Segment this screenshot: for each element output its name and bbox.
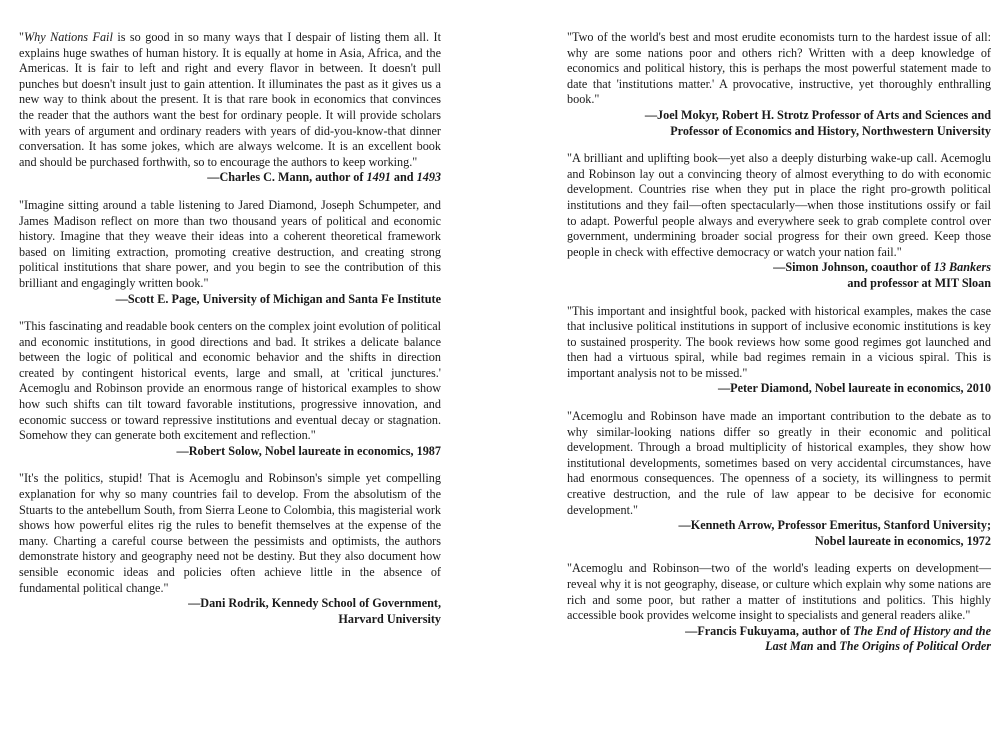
blurb-attribution: —Charles C. Mann, author of 1491 and 1493 (207, 170, 441, 185)
blurb-mann (19, 30, 441, 186)
blurb-rodrik (19, 471, 441, 627)
blurb-quote: "Imagine sitting around a table listening to Jared Diamond, Joseph Schumpeter, and James Madison reflect on more than two thousand years of political and economic history. Imagine that they weave their ideas into a coherent theoretical framework based on limiting extraction, promoting creative destruction, and creating strong political institutions that share power, and you begin to see the contribution of this brilliant and engagingly written book." (19, 197, 441, 290)
blurb-quote: "Why Nations Fail is so good in so many ways that I despair of listing them all. It explains huge swathes of human history. It is equally at home in Asia, Africa, and the Americas. It is fair to left and right and every flavor in between. It doesn't pull punches but doesn't insult just to gain attention. It illuminates the past as it gives us a new way to think about the present. It is that rare book in economics that convinces the reader that the authors want the best for ordinary people. It will provide scholars with years of argument and ordinary readers with years of did-you-know-that dinner conversation. It has some jokes, which are always welcome. It is an excellent book and should be purchased forthwith, so to encourage the authors to keep working." (19, 30, 441, 169)
blurb-quote: "Acemoglu and Robinson have made an important contribution to the debate as to why similar-looking nations differ so greatly in their economic and political development. Through a broad multiplicity of historical examples, they show how institutional developments, sometimes based on very accidental circumstances, have had enormous consequences. The openness of a society, its willingness to permit creative destruction, and the rule of law appear to be decisive for economic development." (567, 409, 991, 517)
blurb-johnson (567, 151, 991, 291)
blurb-solow (19, 319, 441, 459)
blurb-attribution: —Simon Johnson, coauthor of 13 Bankers and professor at MIT Sloan (773, 260, 991, 290)
blurb-quote: "This fascinating and readable book centers on the complex joint evolution of political and economic institutions, in good directions and bad. It strikes a delicate balance between the logic of political and economic behavior and the shifts in direction created by contingent historical events, large and small, at 'critical junctures.' Acemoglu and Robinson provide an enormous range of historical examples to show how such shifts can tilt toward favorable institutions, progressive innovation, and economic success or toward repressive institutions and eventual decay or stagnation. Somehow they can generate both excitement and reflection." (19, 319, 441, 443)
book-title: 1493 (416, 170, 441, 185)
right-column (567, 30, 991, 667)
blurb-attribution: —Scott E. Page, University of Michigan and Santa Fe Institute (115, 291, 441, 306)
blurb-quote: "It's the politics, stupid! That is Acemoglu and Robinson's simple yet compelling explanation for why so many countries fail to develop. From the absolutism of the Stuarts to the antebellum South, from Sierra Leone to Colombia, this magisterial work shows how powerful elites rig the rules to benefit themselves at the expense of the many. Charting a careful course between the pessimists and optimists, the authors demonstrate history and geography need not be destiny. But they also document how sensible economic ideas and policies often achieve little in the absence of fundamental political change." (19, 471, 441, 595)
left-column (19, 30, 441, 639)
blurb-attribution: —Dani Rodrik, Kennedy School of Government, Harvard University (188, 596, 441, 626)
book-title: 1491 (366, 170, 391, 185)
blurb-mokyr (567, 30, 991, 139)
blurb-fukuyama (567, 561, 991, 655)
blurb-diamond (567, 304, 991, 398)
blurb-quote: "This important and insightful book, packed with historical examples, makes the case that inclusive political institutions in support of inclusive economic institutions is key to sustained prosperity. The book reviews how some good regimes got launched and then had a virtuous spiral, while bad regimes remain in a vicious spiral. This is important analysis not to be missed." (567, 303, 991, 380)
blurb-quote: "Acemoglu and Robinson—two of the world's leading experts on development—reveal why it is not geography, disease, or culture which explain why some nations are rich and some poor, but rather a matter of institutions and politics. This highly accessible book provides welcome insight to specialists and general readers alike." (567, 561, 991, 623)
book-title: The Origins of Political Order (839, 639, 991, 654)
book-title: Last Man (765, 639, 814, 654)
blurb-attribution: —Kenneth Arrow, Professor Emeritus, Stanford University; Nobel laureate in economics, 1972 (678, 518, 991, 548)
blurb-attribution: —Peter Diamond, Nobel laureate in economics, 2010 (717, 381, 991, 396)
blurb-page (19, 198, 441, 307)
book-title: The End of History and the (853, 623, 991, 638)
blurb-quote: "A brilliant and uplifting book—yet also a deeply disturbing wake-up call. Acemoglu and Robinson lay out a convincing theory of almost everything to do with economic development. Countries rise when they put in place the right pro-growth political institutions and they fail—often spectacularly—when those institutions ossify or fail to adapt. Powerful people always and everywhere seek to grab complete control over government, undermining broader social progress for their own greed. Keep those people in check with effective democracy or watch your nation fail." (567, 151, 991, 259)
book-title: Why Nations Fail (23, 30, 113, 44)
blurb-attribution: —Joel Mokyr, Robert H. Strotz Professor of Arts and Sciences and Professor of Economics and History, Northwestern University (644, 107, 991, 138)
blurb-attribution: —Francis Fukuyama, author of The End of History and the Last Man and The Origins of Political Order (685, 623, 991, 654)
blurb-attribution: —Robert Solow, Nobel laureate in economics, 1987 (176, 443, 441, 458)
book-title: 13 Bankers (933, 260, 991, 275)
blurb-quote: "Two of the world's best and most erudite economists turn to the hardest issue of all: why are some nations poor and others rich? Written with a deep knowledge of economics and political history, this is perhaps the most powerful statement made to date that 'institutions matter.' A provocative, instructive, yet thoroughly enthralling book." (567, 30, 991, 107)
blurb-arrow (567, 409, 991, 549)
